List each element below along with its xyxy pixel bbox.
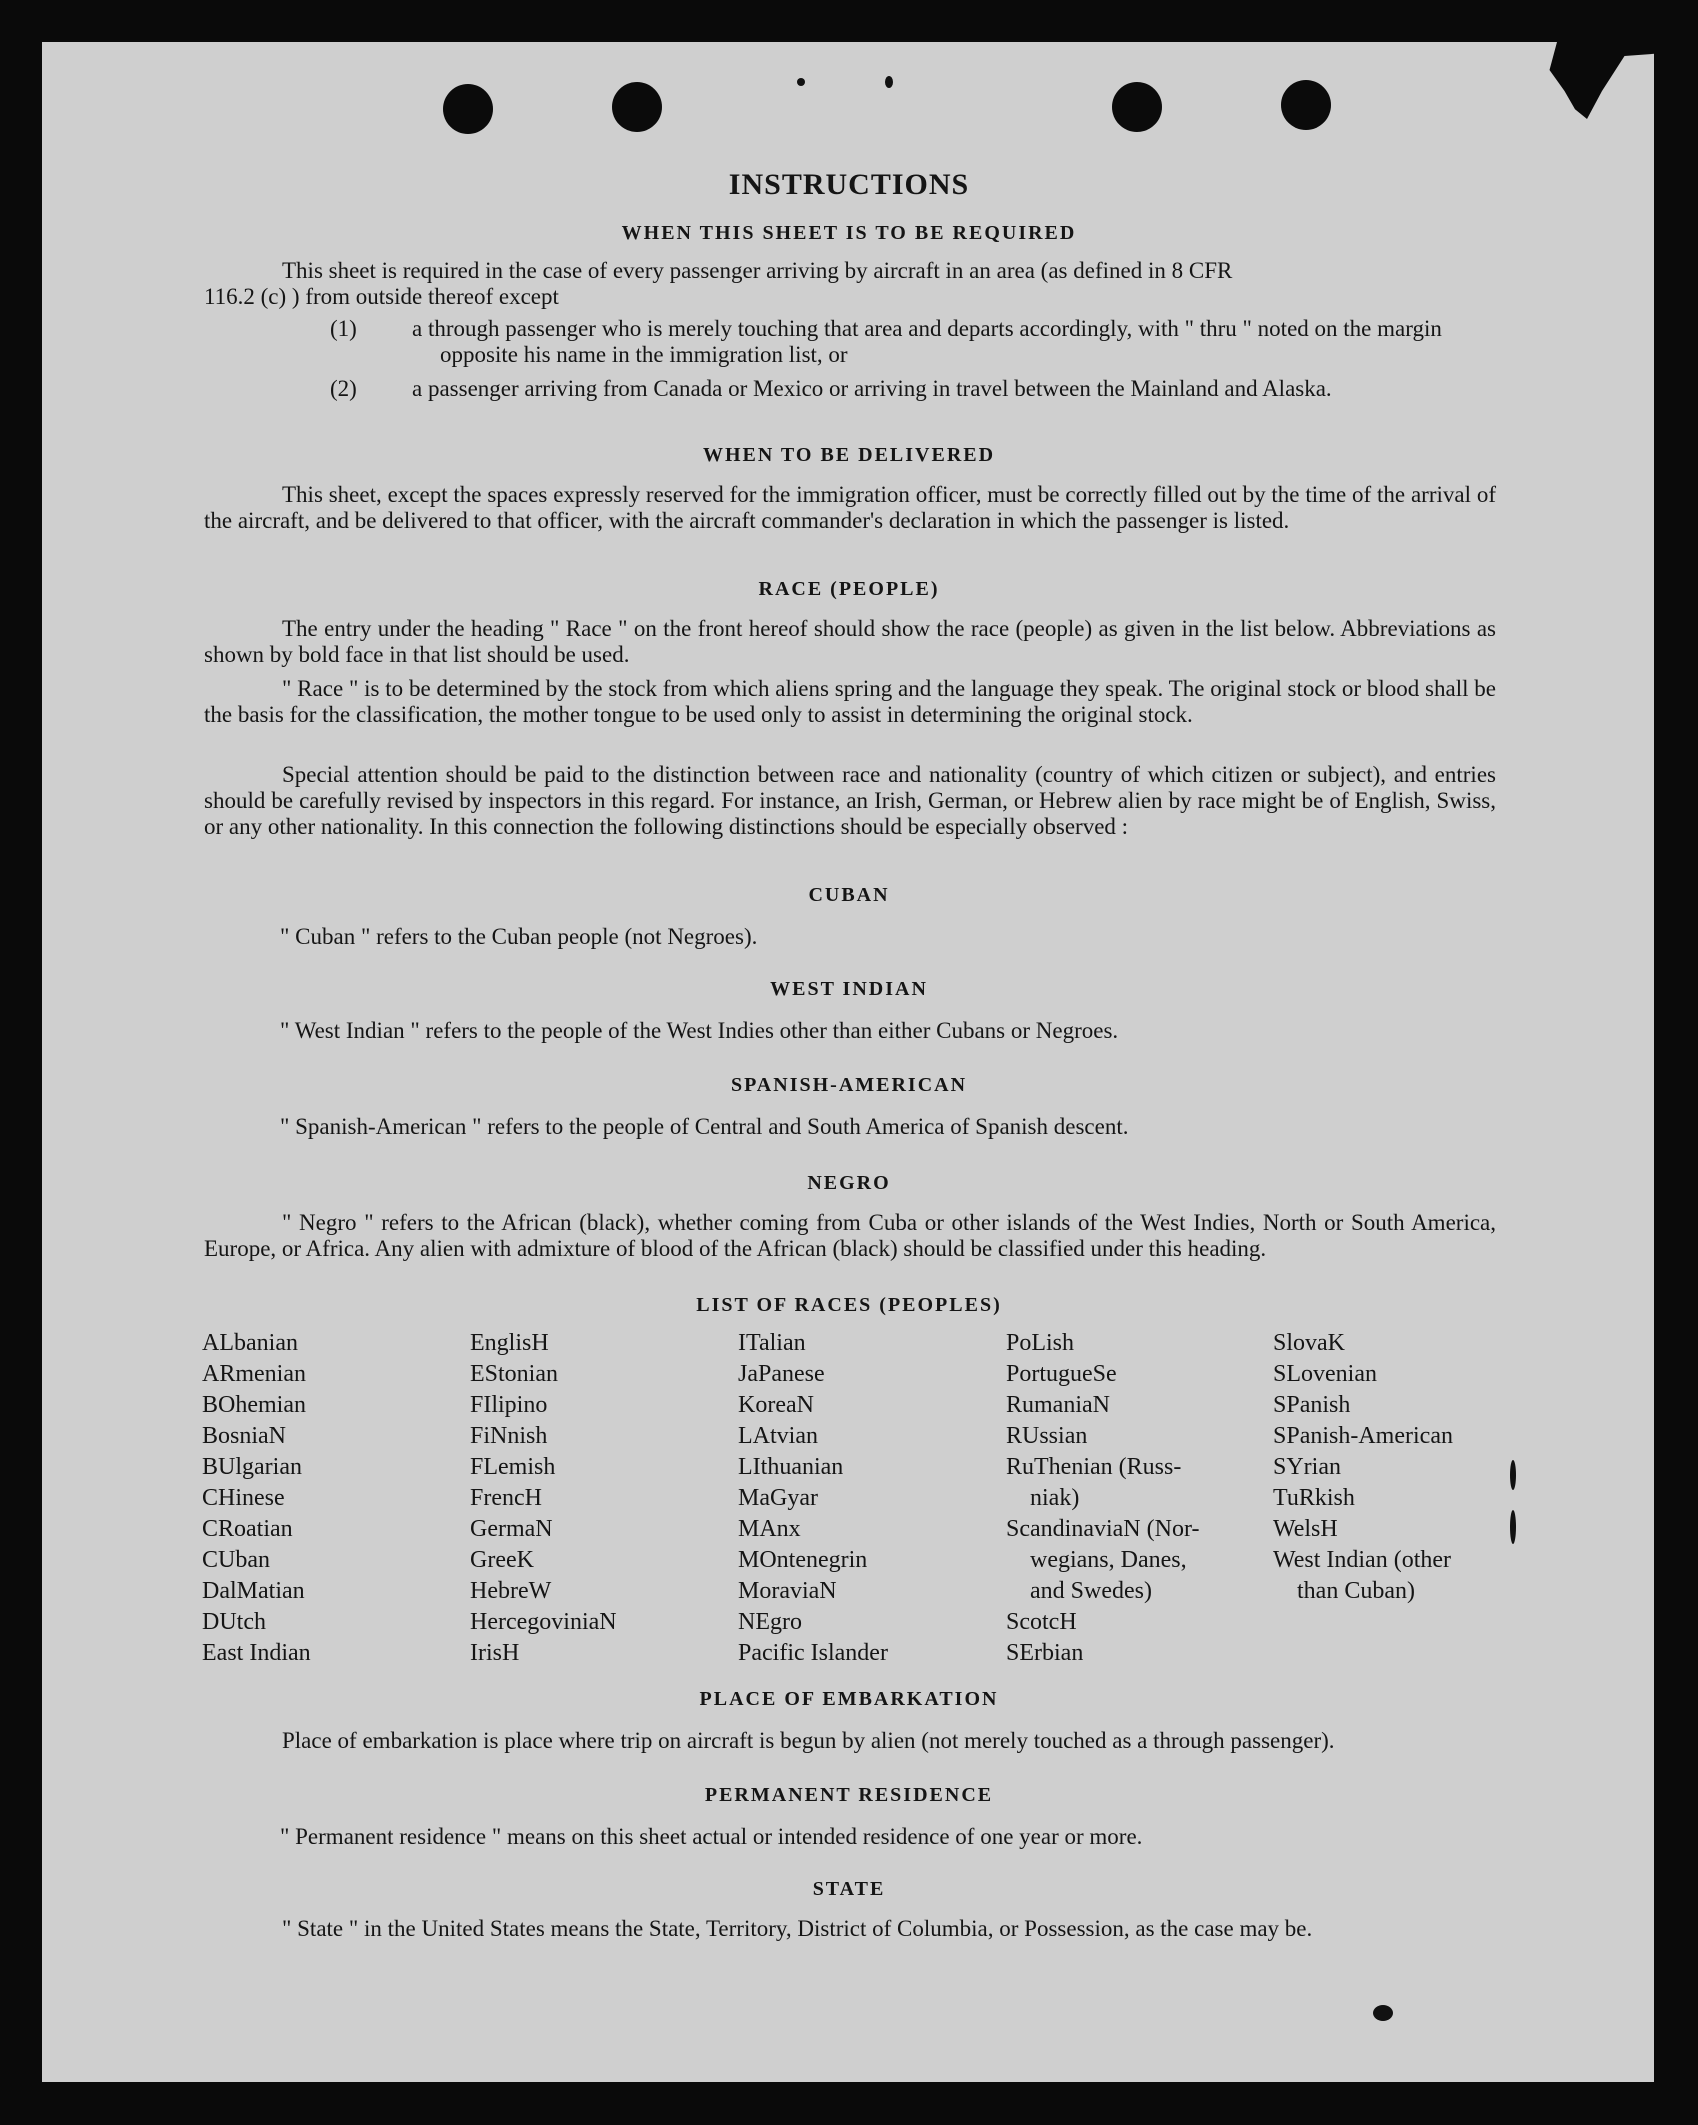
race-entry: FIlipino	[470, 1392, 548, 1418]
race-entry: East Indian	[202, 1640, 311, 1666]
race-entry: RuThenian (Russ-	[1006, 1454, 1182, 1480]
item-number: (1)	[330, 316, 357, 341]
race-entry: MOntenegrin	[738, 1547, 868, 1573]
races-column-5	[1273, 1328, 1453, 1607]
race-entry: LIthuanian	[738, 1454, 844, 1480]
race-entry: EnglisH	[470, 1330, 549, 1356]
negro-text: " Negro " refers to the African (black), whether coming from Cuba or other islands of the West Indies, North or South America, Europe, or Africa. Any alien with admixture of blood of the African (black) should be classified under this heading.	[204, 1210, 1496, 1261]
race-entry: PortugueSe	[1006, 1361, 1117, 1387]
race-entry: BosniaN	[202, 1423, 286, 1449]
list-item	[330, 376, 1496, 402]
race-entry: FiNnish	[470, 1423, 548, 1449]
heading-when-delivered: WHEN TO BE DELIVERED	[702, 444, 996, 466]
heading-embarkation: PLACE OF EMBARKATION	[699, 1688, 999, 1710]
heading-spanish-american: SPANISH-AMERICAN	[730, 1074, 968, 1096]
west-indian-text: " West Indian " refers to the people of the West Indies other than either Cubans or Negroes.	[280, 1018, 1119, 1043]
race-entry: MAnx	[738, 1516, 801, 1542]
race-entry: GermaN	[470, 1516, 553, 1542]
heading-state: STATE	[812, 1878, 886, 1900]
spanish-american-text: " Spanish-American " refers to the people of Central and South America of Spanish descent.	[280, 1114, 1129, 1139]
race-entry: ITalian	[738, 1330, 806, 1356]
race-entry: Pacific Islander	[738, 1640, 888, 1666]
punch-hole	[443, 84, 493, 134]
race-entry: RumaniaN	[1006, 1392, 1110, 1418]
punch-hole	[1281, 80, 1331, 130]
item-text: a through passenger who is merely touching that area and departs accordingly, with " thru " noted on the margin opposite his name in the immigration list, or	[412, 316, 1442, 367]
race-entry: SPanish-American	[1273, 1423, 1453, 1449]
speck	[1510, 1510, 1516, 1544]
race-entry: MaGyar	[738, 1485, 818, 1511]
speck	[885, 76, 893, 88]
embarkation-text: Place of embarkation is place where trip on aircraft is begun by alien (not merely touched as a through passenger).	[282, 1728, 1335, 1753]
heading-cuban: CUBAN	[808, 884, 890, 906]
punch-hole	[612, 82, 662, 132]
intro-line-1: This sheet is required in the case of every passenger arriving by aircraft in an area (as defined in 8 CFR	[282, 258, 1233, 283]
race-entry: KoreaN	[738, 1392, 814, 1418]
race-entry: ARmenian	[202, 1361, 306, 1387]
race-entry: GreeK	[470, 1547, 534, 1573]
race-entry-continuation: wegians, Danes,	[1030, 1547, 1187, 1573]
races-column-3	[738, 1328, 888, 1669]
list-item	[330, 316, 1496, 368]
race-entry: SPanish	[1273, 1392, 1351, 1418]
page-title: INSTRUCTIONS	[728, 168, 970, 201]
speck	[1373, 2005, 1393, 2021]
race-entry: SErbian	[1006, 1640, 1084, 1666]
heading-west-indian: WEST INDIAN	[770, 978, 928, 1000]
heading-list-of-races: LIST OF RACES (PEOPLES)	[696, 1294, 1002, 1316]
race-entry: FrencH	[470, 1485, 542, 1511]
state-text: " State " in the United States means the State, Territory, District of Columbia, or Possession, as the case may be.	[282, 1916, 1313, 1941]
race-entry: West Indian (other	[1273, 1547, 1452, 1573]
races-column-1	[202, 1328, 311, 1669]
race-entry: NEgro	[738, 1609, 802, 1635]
race-entry: ScandinaviaN (Nor-	[1006, 1516, 1200, 1542]
race-entry: SLovenian	[1273, 1361, 1377, 1387]
race-para-1: The entry under the heading " Race " on the front hereof should show the race (people) as given in the list below. Abbreviations as shown by bold face in that list should be used.	[204, 616, 1496, 667]
race-entry: DalMatian	[202, 1578, 305, 1604]
race-entry: PoLish	[1006, 1330, 1075, 1356]
race-entry: HebreW	[470, 1578, 552, 1604]
race-entry: CHinese	[202, 1485, 285, 1511]
race-entry: JaPanese	[738, 1361, 825, 1387]
item-text: a passenger arriving from Canada or Mexico or arriving in travel between the Mainland and Alaska.	[412, 376, 1332, 401]
permanent-residence-text: " Permanent residence " means on this sheet actual or intended residence of one year or more.	[280, 1824, 1143, 1849]
race-entry: TuRkish	[1273, 1485, 1355, 1511]
delivered-text: This sheet, except the spaces expressly reserved for the immigration officer, must be correctly filled out by the time of the arrival of the aircraft, and be delivered to that officer, with the aircraft commander's declaration in which the passenger is listed.	[204, 482, 1496, 533]
race-entry: IrisH	[470, 1640, 520, 1666]
race-entry: SYrian	[1273, 1454, 1341, 1480]
race-entry: HercegoviniaN	[470, 1609, 617, 1635]
speck	[1510, 1460, 1516, 1490]
race-entry: BOhemian	[202, 1392, 306, 1418]
race-entry: ScotcH	[1006, 1609, 1077, 1635]
race-entry: ALbanian	[202, 1330, 298, 1356]
race-entry-continuation: and Swedes)	[1030, 1578, 1152, 1604]
intro-line-2: 116.2 (c) ) from outside thereof except	[204, 284, 559, 309]
races-column-4	[1006, 1328, 1199, 1669]
race-entry: FLemish	[470, 1454, 556, 1480]
races-column-2	[470, 1328, 617, 1669]
race-entry: RUssian	[1006, 1423, 1088, 1449]
race-para-2: " Race " is to be determined by the stock from which aliens spring and the language they speak. The original stock or blood shall be the basis for the classification, the mother tongue to be used only to assist in determining the original stock.	[204, 676, 1496, 727]
race-entry: LAtvian	[738, 1423, 818, 1449]
race-entry: EStonian	[470, 1361, 558, 1387]
heading-race: RACE (PEOPLE)	[758, 578, 940, 600]
speck	[797, 78, 805, 86]
race-entry: SlovaK	[1273, 1330, 1345, 1356]
race-entry-continuation: niak)	[1030, 1485, 1080, 1511]
race-entry: CUban	[202, 1547, 270, 1573]
race-entry: DUtch	[202, 1609, 266, 1635]
heading-when-required: WHEN THIS SHEET IS TO BE REQUIRED	[621, 222, 1077, 244]
item-number: (2)	[330, 376, 357, 401]
race-entry: WelsH	[1273, 1516, 1338, 1542]
race-entry: CRoatian	[202, 1516, 293, 1542]
cuban-text: " Cuban " refers to the Cuban people (not Negroes).	[280, 924, 758, 949]
race-entry: BUlgarian	[202, 1454, 302, 1480]
heading-negro: NEGRO	[807, 1172, 891, 1194]
punch-hole	[1112, 82, 1162, 132]
race-entry: MoraviaN	[738, 1578, 837, 1604]
race-para-3: Special attention should be paid to the distinction between race and nationality (country of which citizen or subject), and entries should be carefully revised by inspectors in this regard. For instance, an Irish, German, or Hebrew alien by race might be of English, Swiss, or any other nationality. In this connection the following distinctions should be especially observed :	[204, 762, 1496, 839]
heading-permanent-residence: PERMANENT RESIDENCE	[704, 1784, 994, 1806]
race-entry-continuation: than Cuban)	[1297, 1578, 1415, 1604]
